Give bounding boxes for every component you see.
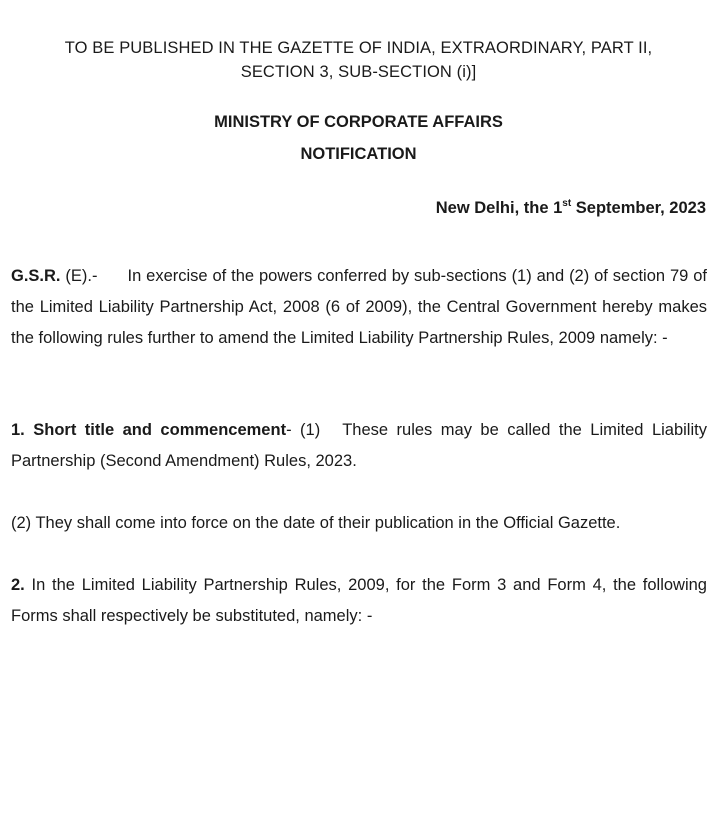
dateline-suffix: September, 2023 [571, 199, 706, 217]
rule-1-text: These rules may be called the Limited Liability Partnership (Second Amendment) Rules, 2023. [11, 421, 707, 470]
header-line-2: SECTION 3, SUB-SECTION (i)] [240, 63, 477, 81]
rule-1-heading: Short title and commencement [24, 421, 287, 439]
paragraph-rule-1 [11, 415, 707, 477]
dateline-sup: st [562, 198, 572, 209]
paragraph-rule-1-2: (2) They shall come into force on the date of their publication in the Official Gazette. [11, 514, 621, 532]
notification-title: NOTIFICATION [300, 145, 417, 163]
paragraph-gsr [11, 261, 707, 354]
gazette-header [20, 36, 697, 84]
header-line-1: TO BE PUBLISHED IN THE GAZETTE OF INDIA, EXTRAORDINARY, PART II, [64, 39, 653, 57]
paragraph-rule-2 [11, 570, 707, 632]
gsr-label-rest: (E).- [60, 267, 98, 285]
ministry-title: MINISTRY OF CORPORATE AFFAIRS [214, 113, 503, 131]
rule-1-heading-rest: - (1) [286, 421, 321, 439]
gsr-label: G.S.R. [11, 267, 61, 285]
dateline-prefix: New Delhi, the 1 [435, 199, 563, 217]
rule-1-number: 1. [11, 421, 25, 439]
rule-2-text: In the Limited Liability Partnership Rules, 2009, for the Form 3 and Form 4, the following Forms shall respectively be substituted, namely: - [11, 576, 707, 625]
dateline [436, 199, 706, 218]
rule-2-number: 2. [11, 576, 25, 594]
gsr-text: In exercise of the powers conferred by sub-sections (1) and (2) of section 79 of the Limited Liability Partnership Act, 2008 (6 of 2009), the Central Government hereby makes the following rules further to amend the Limited Liability Partnership Rules, 2009 namely: - [11, 267, 707, 347]
